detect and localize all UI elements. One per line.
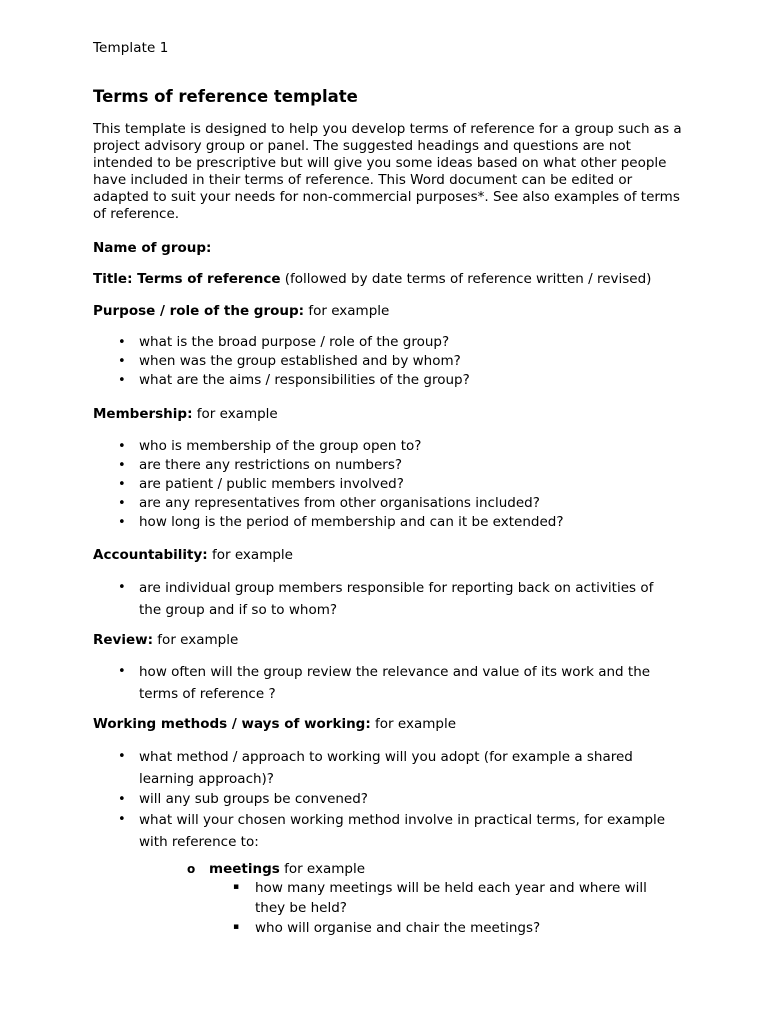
list-item: • will any sub groups be convened? [118, 791, 368, 807]
purpose-suffix: for example [304, 303, 390, 319]
bullet-icon: • [118, 439, 126, 454]
bullet-icon: • [118, 812, 126, 827]
meetings-sublist [0, 860, 365, 879]
list-item: • what method / approach to working will you adopt (for example a shared learning approach)? [0, 746, 669, 790]
bullet-icon: • [118, 354, 126, 369]
accountability-heading [93, 547, 293, 564]
bullet-icon: • [118, 496, 126, 511]
list-item: • what will your chosen working method involve in practical terms, for example with reference to: [0, 809, 669, 853]
intro-paragraph: This template is designed to help you develop terms of reference for a group such as a project advisory group or panel. The suggested headings and questions are not intended to be prescriptive but will give you some ideas based on what other people have included in their terms of reference. This Word document can be edited or adapted to suit your needs for non-commercial purposes*. See also examples of terms of reference. [93, 121, 682, 222]
list-item: • who is membership of the group open to? [118, 438, 422, 454]
bullet-icon: • [118, 580, 126, 595]
name-of-group-heading [93, 240, 211, 257]
square-bullet-icon: ▪ [233, 922, 240, 932]
meetings-suffix: for example [279, 861, 366, 877]
circle-bullet-icon: o [187, 862, 196, 876]
list-item: • are patient / public members involved? [118, 476, 404, 492]
template-label: Template 1 [93, 40, 169, 56]
accountability-list [0, 577, 669, 621]
membership-label: Membership: [93, 406, 193, 422]
list-item: • how long is the period of membership and can it be extended? [118, 514, 564, 530]
bullet-icon: • [118, 335, 126, 350]
review-suffix: for example [153, 632, 239, 648]
list-item: • when was the group established and by whom? [118, 353, 461, 369]
list-item: ▪ how many meetings will be held each year and where will they be held? [0, 878, 665, 918]
purpose-list [0, 333, 669, 390]
name-of-group-label: Name of group: [93, 240, 212, 256]
list-item: ▪ who will organise and chair the meetings? [0, 918, 665, 938]
meetings-label: meetings [209, 861, 280, 877]
title-line-label: Title: Terms of reference [93, 271, 281, 287]
document-title: Terms of reference template [93, 87, 358, 106]
working-methods-label: Working methods / ways of working: [93, 716, 371, 732]
bullet-icon: • [118, 477, 126, 492]
bullet-icon: • [118, 792, 126, 807]
bullet-icon: • [118, 664, 126, 679]
list-item: • what is the broad purpose / role of the group? [118, 334, 450, 350]
square-bullet-icon: ▪ [233, 882, 240, 892]
purpose-heading [93, 303, 389, 320]
bullet-icon: • [118, 458, 126, 473]
review-heading [93, 632, 238, 649]
list-item: • how often will the group review the relevance and value of its work and the terms of reference ? [0, 661, 669, 705]
title-line-note: (followed by date terms of reference written / revised) [280, 271, 652, 287]
list-item: • are there any restrictions on numbers? [118, 457, 403, 473]
list-item: • are any representatives from other organisations included? [118, 495, 540, 511]
bullet-icon: • [118, 373, 126, 388]
working-methods-suffix: for example [370, 716, 457, 732]
review-label: Review: [93, 632, 154, 648]
meetings-items [0, 878, 665, 938]
accountability-label: Accountability: [93, 547, 208, 563]
purpose-label: Purpose / role of the group: [93, 303, 305, 319]
working-methods-list [0, 746, 669, 853]
title-line [93, 271, 651, 288]
accountability-suffix: for example [207, 547, 293, 563]
list-item: • are individual group members responsible for reporting back on activities of the group and if so to whom? [0, 577, 669, 621]
list-item: • what are the aims / responsibilities of the group? [118, 372, 470, 388]
review-list [0, 661, 669, 705]
bullet-icon: • [118, 749, 126, 764]
membership-heading [93, 406, 278, 423]
list-item [0, 860, 365, 879]
working-methods-heading [93, 716, 456, 733]
bullet-icon: • [118, 515, 126, 530]
membership-suffix: for example [192, 406, 278, 422]
membership-list [0, 437, 669, 532]
